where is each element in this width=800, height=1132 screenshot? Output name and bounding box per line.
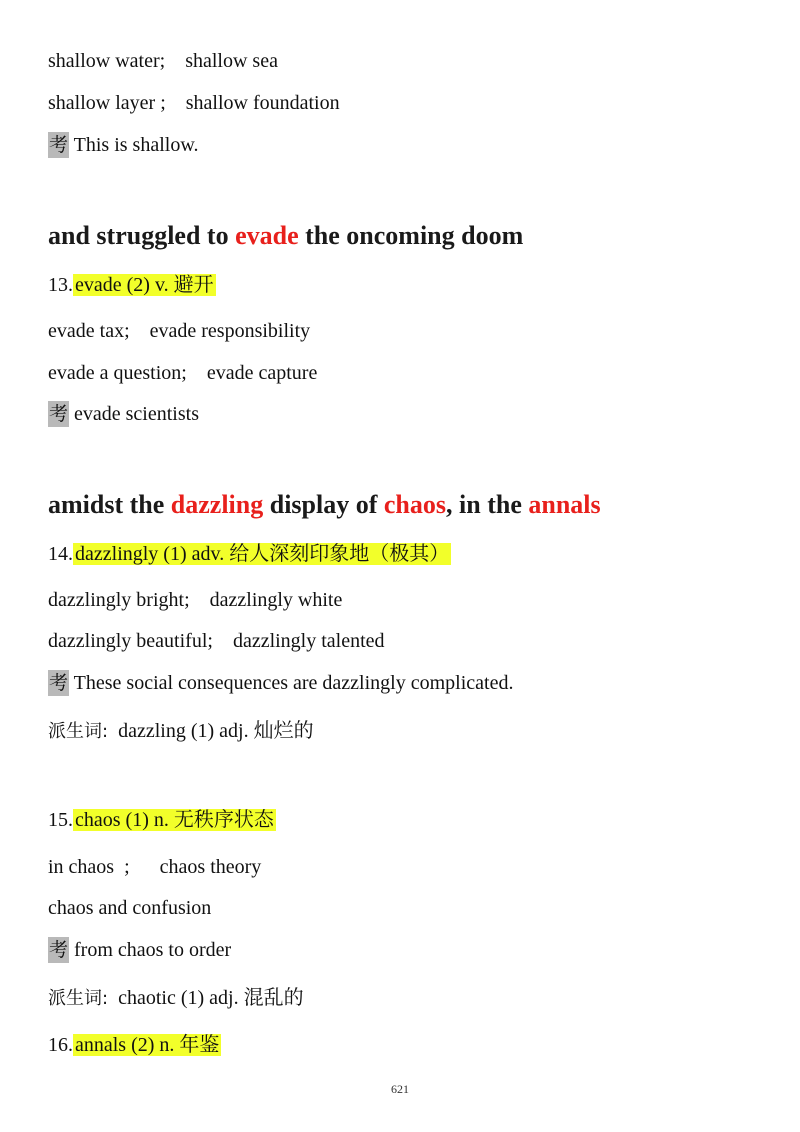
entry-term: dazzlingly (1) adv. 给人深刻印象地（极其） <box>75 543 450 565</box>
keyword-highlight: evade <box>235 221 299 250</box>
heading-text: , in the <box>446 490 529 519</box>
collocation-line: dazzlingly beautiful; dazzlingly talented <box>48 630 385 652</box>
exam-example: evade scientists <box>69 403 199 425</box>
heading-text: the oncoming doom <box>298 221 524 250</box>
page-number: 621 <box>391 1082 409 1096</box>
keyword-highlight: annals <box>528 490 601 519</box>
vocab-entry-title <box>48 807 276 833</box>
entry-term: annals (2) n. 年鉴 <box>75 1034 220 1056</box>
section-heading <box>48 489 601 521</box>
exam-example: These social consequences are dazzlingly complicated. <box>69 672 514 694</box>
vocab-entry-title <box>48 272 216 298</box>
vocab-entry-title <box>48 1032 221 1058</box>
entry-number: 16. <box>48 1034 73 1056</box>
derivative-label: 派生词: <box>48 721 109 742</box>
derivative-word: dazzling (1) adj. 灿烂的 <box>108 720 314 742</box>
exam-marker: 考 <box>49 672 69 694</box>
derivative-line <box>48 718 314 745</box>
derivative-label: 派生词: <box>48 988 109 1009</box>
exam-example-line <box>48 937 231 963</box>
derivative-word: chaotic (1) adj. 混乱的 <box>108 987 304 1009</box>
keyword-highlight: chaos <box>383 490 447 519</box>
exam-example-line <box>48 132 198 158</box>
exam-example-line <box>48 401 199 427</box>
exam-marker: 考 <box>49 939 69 961</box>
exam-example-line <box>48 670 513 696</box>
collocation-line: evade tax; evade responsibility <box>48 320 311 342</box>
section-heading <box>48 220 523 252</box>
entry-number: 15. <box>48 809 73 831</box>
exam-example: from chaos to order <box>69 939 232 961</box>
collocation-line: shallow layer ; shallow foundation <box>48 92 340 114</box>
keyword-highlight: dazzling <box>170 490 264 519</box>
derivative-line <box>48 985 304 1012</box>
heading-text: and struggled to <box>48 221 236 250</box>
entry-term: evade (2) v. 避开 <box>75 274 214 296</box>
exam-marker: 考 <box>49 403 69 425</box>
collocation-line: in chaos ; chaos theory <box>48 856 262 878</box>
collocation-line: dazzlingly bright; dazzlingly white <box>48 589 343 611</box>
heading-text: amidst the <box>48 490 171 519</box>
exam-marker: 考 <box>49 134 69 156</box>
exam-example: This is shallow. <box>69 134 199 156</box>
collocation-line: evade a question; evade capture <box>48 362 318 384</box>
entry-term: chaos (1) n. 无秩序状态 <box>75 809 274 831</box>
collocation-line: shallow water; shallow sea <box>48 50 278 72</box>
entry-number: 14. <box>48 543 73 565</box>
entry-number: 13. <box>48 274 73 296</box>
heading-text: display of <box>263 490 384 519</box>
collocation-line: chaos and confusion <box>48 897 212 919</box>
vocab-entry-title <box>48 541 451 567</box>
